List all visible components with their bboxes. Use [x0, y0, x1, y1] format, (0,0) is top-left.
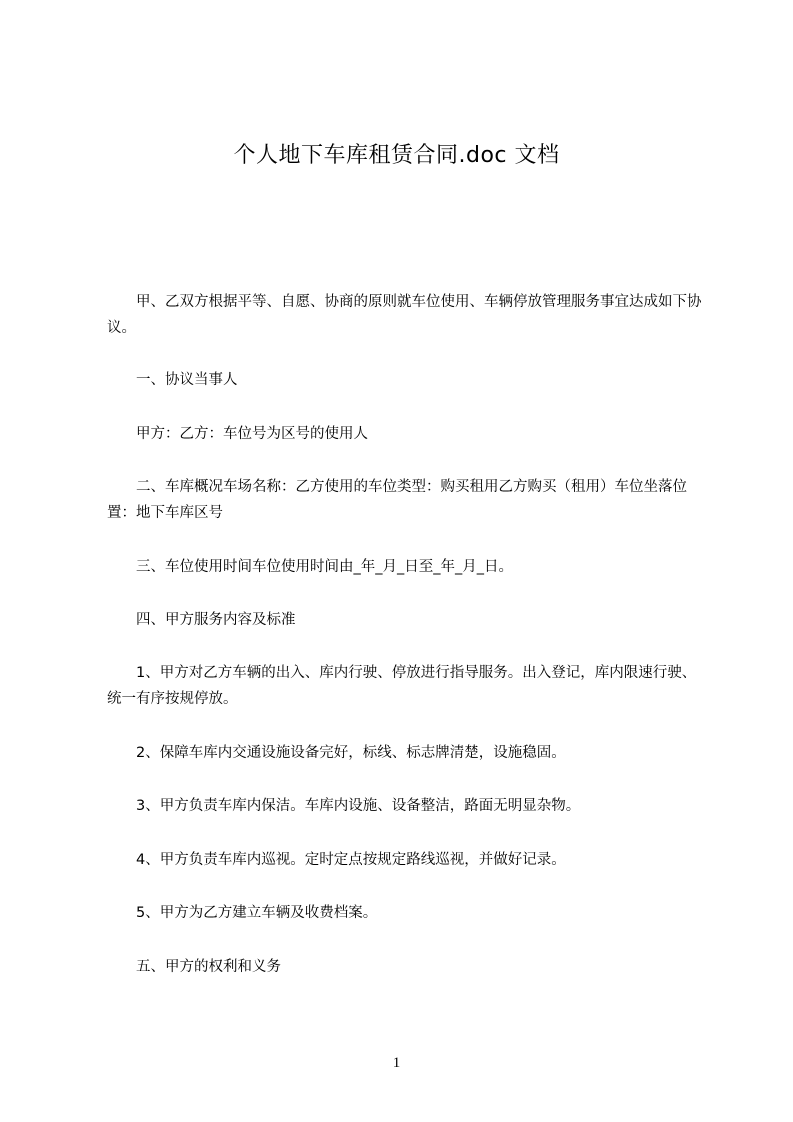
paragraph-section-2: 二、车库概况车场名称：乙方使用的车位类型：购买租用乙方购买（租用）车位坐落位置：地下车库区号 — [107, 479, 687, 521]
document-title: 个人地下车库租赁合同.doc 文档 — [233, 143, 560, 168]
paragraph-item-4: 4、甲方负责车库内巡视。定时定点按规定路线巡视，并做好记录。 — [107, 852, 566, 868]
paragraph-section-5: 五、甲方的权利和义务 — [107, 959, 281, 975]
paragraph-item-3: 3、甲方负责车库内保洁。车库内设施、设备整洁，路面无明显杂物。 — [107, 798, 581, 814]
paragraph-item-1: 1、甲方对乙方车辆的出入、库内行驶、停放进行指导服务。出入登记，库内限速行驶、统一有序按规停放。 — [107, 665, 697, 707]
paragraph-parties: 甲方：乙方：车位号为区号的使用人 — [107, 426, 368, 442]
paragraph-item-2: 2、保障车库内交通设施设备完好，标线、标志牌清楚，设施稳固。 — [107, 745, 566, 761]
paragraph-item-5: 5、甲方为乙方建立车辆及收费档案。 — [107, 905, 378, 921]
paragraph-section-4: 四、甲方服务内容及标准 — [107, 612, 296, 628]
page-number: 1 — [392, 1055, 401, 1071]
paragraph-intro: 甲、乙双方根据平等、自愿、协商的原则就车位使用、车辆停放管理服务事宜达成如下协议。 — [107, 294, 702, 336]
paragraph-section-1: 一、协议当事人 — [107, 372, 238, 388]
paragraph-section-3: 三、车位使用时间车位使用时间由_年_月_日至_年_月_日。 — [107, 559, 513, 575]
